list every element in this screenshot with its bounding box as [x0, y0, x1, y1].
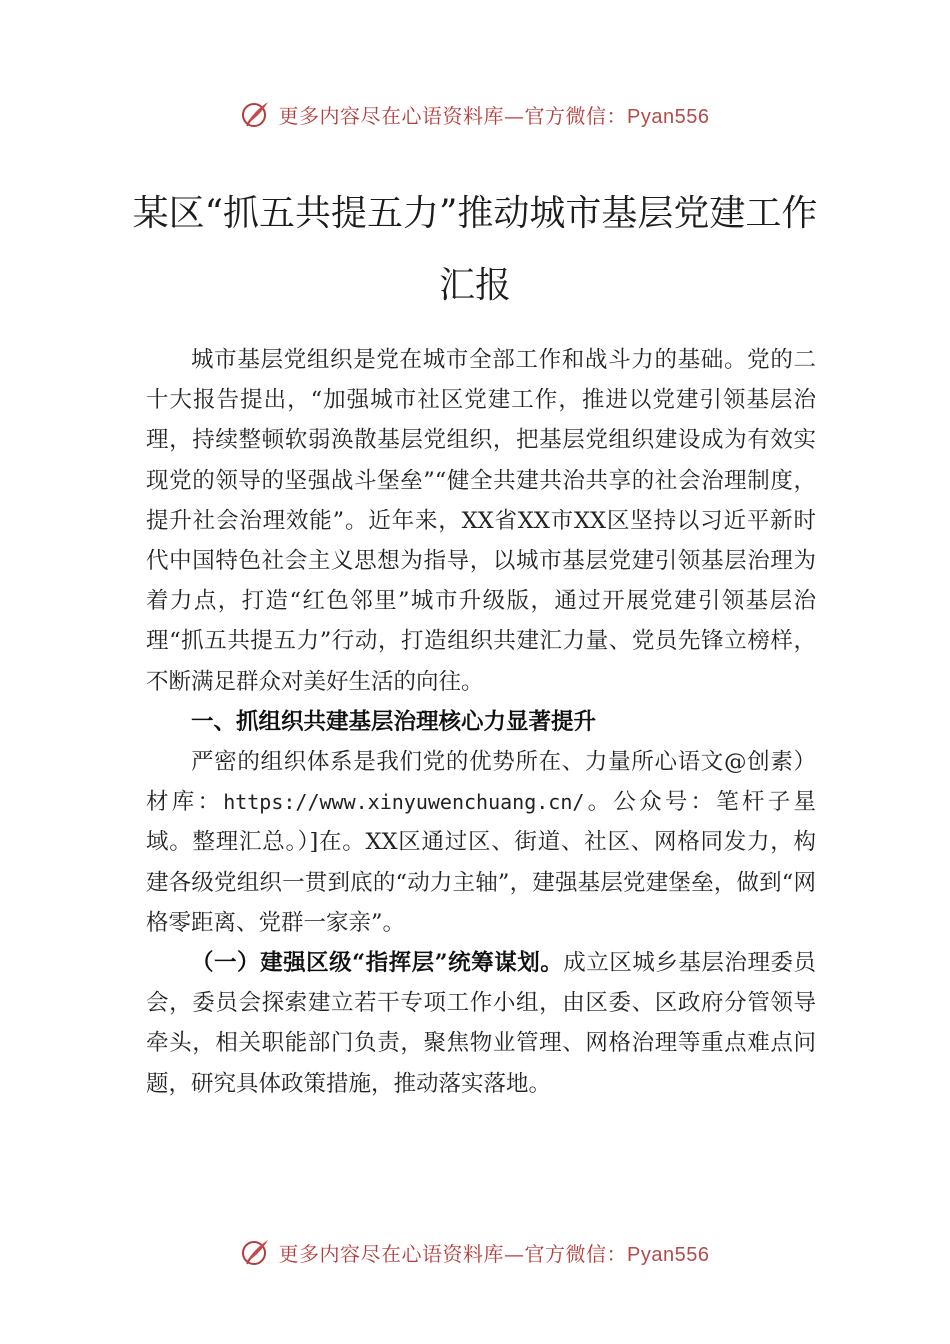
- header-watermark: [0, 92, 950, 136]
- watermark-handle: Pyan556: [627, 105, 710, 128]
- watermark-label: 更多内容尽在心语资料库—官方微信：: [278, 1241, 628, 1266]
- section-heading: 一、抓组织共建基层治理核心力显著提升: [191, 708, 597, 735]
- section-text-b: 。公众号：笔杆子星域。整理汇总。）]在。XX区通过区、街道、社区、网格同发力，构建各级党组织一贯到底的“动力主轴”，建强基层党建堡垒，做到“网格零距离、党群一家亲”。: [146, 789, 816, 936]
- document-body: [146, 340, 816, 1104]
- intro-paragraph: 城市基层党组织是党在城市全部工作和战斗力的基础。党的二十大报告提出，“加强城市社区党建工作，推进以党建引领基层治理，持续整顿软弱涣散基层党组织，把基层党组织建设成为有效实现党的领导的坚强战斗堡垒”“健全共建共治共享的社会治理制度，提升社会治理效能”。近年来，XX省XX市XX区坚持以习近平新时代中国特色社会主义思想为指导，以城市基层党建引领基层治理为着力点，打造“红色邻里”城市升级版，通过开展党建引领基层治理“抓五共提五力”行动，打造组织共建汇力量、党员先锋立榜样，不断满足群众对美好生活的向往。: [146, 347, 816, 695]
- section-paragraph: [146, 742, 816, 943]
- quill-pen-logo-icon: [241, 1237, 271, 1267]
- watermark-handle: Pyan556: [627, 1243, 710, 1266]
- watermark-text: [279, 100, 710, 129]
- document-title: 某区“抓五共提五力”推动城市基层党建工作汇报: [132, 193, 818, 306]
- watermark-text: [279, 1238, 710, 1267]
- footer-watermark: [0, 1230, 950, 1274]
- sub-section-text: 成立区城乡基层治理委员会，委员会探索建立若干专项工作小组，由区委、区政府分管领导牵头，相关职能部门负责，聚焦物业管理、网格治理等重点难点问题，研究具体政策措施，推动落实落地。: [146, 950, 816, 1097]
- section-text-a: 严密的组织体系是我们党的优势所在、力量所心语文@创素）材库：: [146, 749, 816, 816]
- watermark-label: 更多内容尽在心语资料库—官方微信：: [278, 103, 628, 128]
- sub-section-heading: （一）建强区级“指挥层”统筹谋划。: [191, 950, 564, 977]
- source-url: https://www.xinyuwenchuang.cn/: [223, 790, 585, 815]
- quill-pen-logo-icon: [241, 99, 271, 129]
- sub-section-paragraph: [146, 943, 816, 1104]
